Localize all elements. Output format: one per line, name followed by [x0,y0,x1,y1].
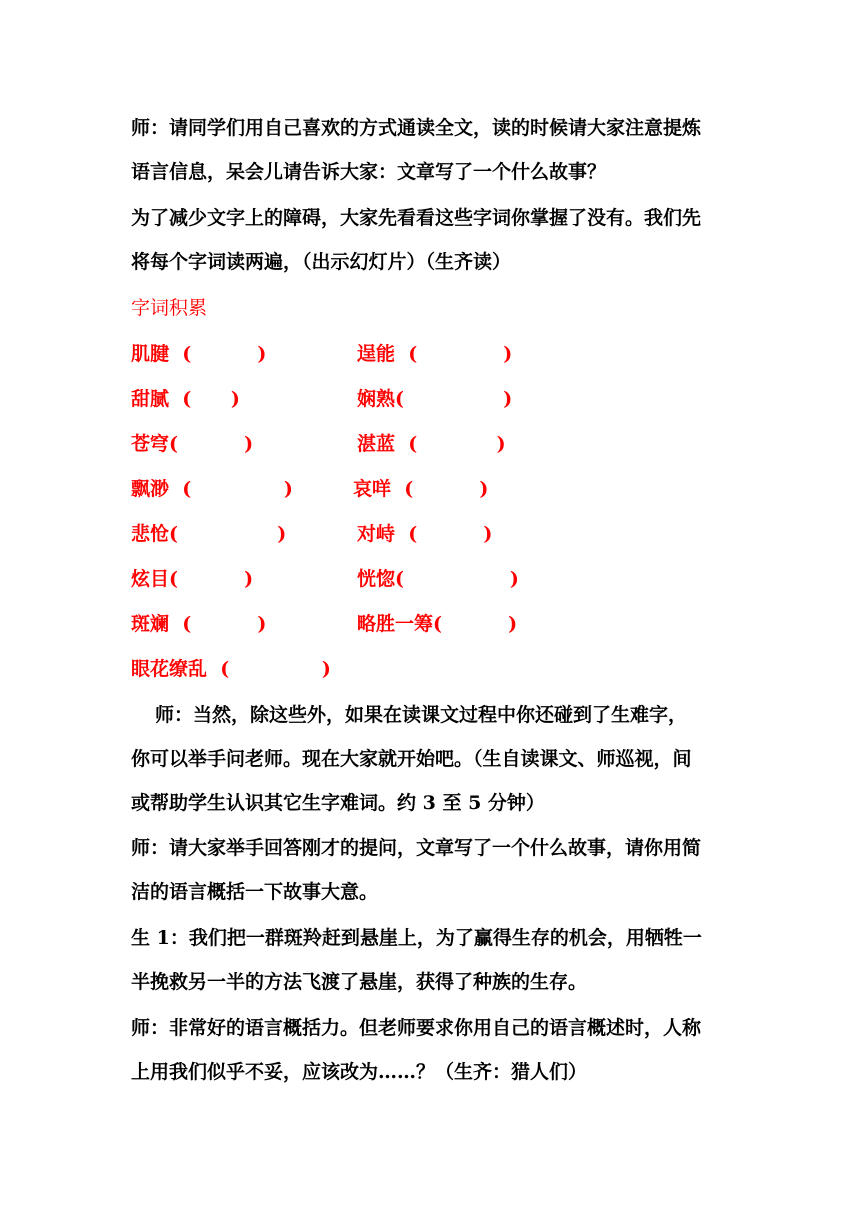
paragraph-line: 你可以举手问老师。现在大家就开始吧。（生自读课文、师巡视，间 [131,748,692,770]
paragraph-line: 上用我们似乎不妥，应该改为……？（生齐：猎人们） [131,1061,588,1083]
vocab-item-right: 恍惚( ) [357,568,519,590]
vocab-item-right: 娴熟( ) [357,388,513,410]
paragraph-line: 语言信息，呆会儿请告诉大家：文章写了一个什么故事？ [131,161,607,183]
vocab-item-right: 逞能 ( ) [357,343,513,365]
paragraph-line: 师：请同学们用自己喜欢的方式通读全文，读的时候请大家注意提炼 [131,117,702,139]
vocab-item-right: 哀咩 ( ) [353,478,489,500]
vocab-item-left: 斑斓 ( ) [131,613,267,635]
paragraph-line: 师：请大家举手回答刚才的提问，文章写了一个什么故事，请你用简 [131,837,702,859]
paragraph-line: 师：非常好的语言概括力。但老师要求你用自己的语言概述时，人称 [131,1017,702,1039]
paragraph-line: 师：当然，除这些外，如果在读课文过程中你还碰到了生难字， [155,704,688,726]
paragraph-line: 半挽救另一半的方法飞渡了悬崖，获得了种族的生存。 [131,971,588,993]
vocab-item-right: 略胜一筹( ) [357,613,518,635]
vocab-item-left: 飘渺 ( ) [131,478,293,500]
paragraph-line: 生 1：我们把一群斑羚赶到悬崖上，为了赢得生存的机会，用牺牲一 [131,927,702,949]
paragraph-line: 洁的语言概括一下故事大意。 [131,881,379,903]
vocab-item-left: 甜腻 ( ) [131,388,240,410]
vocab-item-left: 炫目( ) [131,568,254,590]
paragraph-line: 为了减少文字上的障碍，大家先看看这些字词你掌握了没有。我们先 [131,207,702,229]
vocab-heading: 字词积累 [131,297,208,319]
paragraph-line: 将每个字词读两遍，（出示幻灯片）（生齐读） [131,251,512,273]
vocab-item-right: 对峙 ( ) [357,523,493,545]
paragraph-line: 或帮助学生认识其它生字难词。约 3 至 5 分钟） [131,792,545,814]
vocab-item-left: 苍穹( ) [131,433,254,455]
vocab-item-right: 湛蓝 ( ) [357,433,506,455]
vocab-item-left: 眼花缭乱 ( ) [131,658,331,680]
vocab-item-left: 悲怆( ) [131,523,287,545]
vocab-item-left: 肌腱 ( ) [131,343,267,365]
